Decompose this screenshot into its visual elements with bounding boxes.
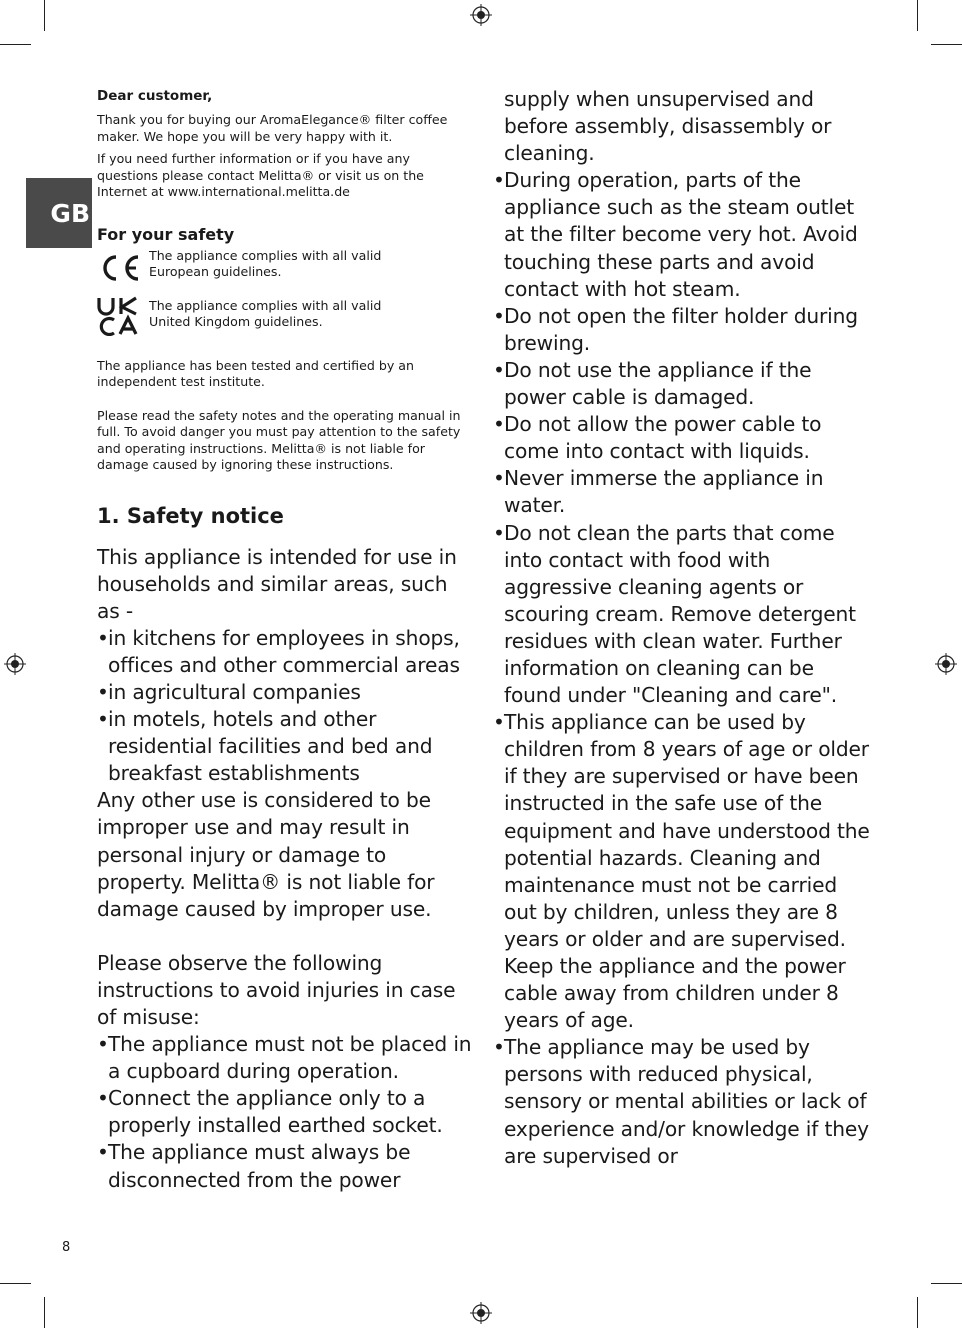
- list-item: • The appliance must not be placed in a cupboard during operation.: [97, 1031, 472, 1085]
- crop-mark: [917, 0, 918, 31]
- read-notes-paragraph: Please read the safety notes and the operating manual in full. To avoid danger you must pay attention to the safety and operating instructions. Melitta® is not liable for damage caused by ignoring these instructions.: [97, 407, 461, 472]
- list-item: • in agricultural companies: [97, 679, 472, 706]
- language-tab: [26, 178, 92, 248]
- list-item: • Do not allow the power cable to come into contact with liquids.: [493, 411, 873, 465]
- list-item: • Never immerse the appliance in water.: [493, 465, 873, 519]
- crop-mark: [931, 1283, 962, 1284]
- right-column: [493, 86, 873, 1170]
- list-item: • The appliance may be used by persons with reduced physical, sensory or mental abilities or lack of experience and/or knowledge if they are supervised or: [493, 1034, 873, 1169]
- registration-mark-icon: [470, 4, 492, 26]
- thanks-paragraph: Thank you for buying our AromaElegance® filter coffee maker. We hope you will be very happy with it.: [97, 112, 448, 144]
- list-item: • Connect the appliance only to a properly installed earthed socket.: [97, 1085, 472, 1139]
- list-item: • Do not clean the parts that come into contact with food with aggressive cleaning agents or scouring cream. Remove detergent residues with clean water. Further information on cleaning can be found under "Cleaning and care".: [493, 520, 873, 710]
- crop-mark: [931, 44, 962, 45]
- list-item: • Do not use the appliance if the power cable is damaged.: [493, 357, 873, 411]
- ce-row: [97, 248, 472, 298]
- right-rules-list: [493, 167, 873, 1169]
- observe-paragraph: Please observe the following instructions to avoid injuries in case of misuse:: [97, 950, 456, 1029]
- tested-paragraph: The appliance has been tested and certified by an independent test institute.: [97, 357, 414, 389]
- page-number: 8: [62, 1240, 71, 1255]
- list-item: • The appliance must always be disconnected from the power: [97, 1139, 472, 1193]
- list-item: • This appliance can be used by children from 8 years of age or older if they are supervised or have been instructed in the safe use of the equipment and have understood the potential hazards. Cleaning and maintenance must not be carried out by children, unless they are 8 years or older and are supervised. Keep the appliance and the power cable away from children under 8 years of age.: [493, 709, 873, 1034]
- section-title: 1. Safety notice: [97, 503, 284, 528]
- registration-mark-icon: [4, 653, 26, 675]
- safety-heading: For your safety: [97, 224, 235, 244]
- ce-mark-icon: [97, 248, 141, 288]
- ce-text: The appliance complies with all valid European guidelines.: [149, 247, 382, 279]
- continued-text: supply when unsupervised and before assembly, disassembly or cleaning.: [504, 87, 832, 166]
- contact-paragraph: If you need further information or if you have any questions please contact Melitta® or visit us on the Internet at www.international.melitta.de: [97, 151, 424, 199]
- registration-mark-icon: [935, 653, 957, 675]
- list-item: • During operation, parts of the appliance such as the steam outlet at the filter become very hot. Avoid touching these parts and avoid contact with hot steam.: [493, 167, 873, 302]
- greeting: Dear customer,: [97, 88, 213, 104]
- list-item: • in motels, hotels and other residential facilities and bed and breakfast establishments: [97, 706, 472, 787]
- left-rules-list: [97, 1031, 472, 1194]
- intro-paragraph: This appliance is intended for use in households and similar areas, such as -: [97, 544, 457, 623]
- crop-mark: [44, 1297, 45, 1328]
- list-item: • in kitchens for employees in shops, offices and other commercial areas: [97, 625, 472, 679]
- crop-mark: [0, 1283, 31, 1284]
- language-tab-label: GB: [50, 198, 90, 228]
- improper-use-paragraph: Any other use is considered to be improper use and may result in personal injury or damage to property. Melitta® is not liable for damage caused by improper use.: [97, 788, 435, 921]
- ukca-text: The appliance complies with all valid United Kingdom guidelines.: [149, 297, 382, 329]
- crop-mark: [917, 1297, 918, 1328]
- ukca-mark-icon: [97, 296, 141, 336]
- crop-mark: [44, 0, 45, 31]
- list-item: • Do not open the filter holder during brewing.: [493, 303, 873, 357]
- crop-mark: [0, 44, 31, 45]
- registration-mark-icon: [470, 1302, 492, 1324]
- ukca-row: [97, 298, 472, 358]
- uses-list: [97, 625, 472, 788]
- left-column: [97, 88, 472, 1194]
